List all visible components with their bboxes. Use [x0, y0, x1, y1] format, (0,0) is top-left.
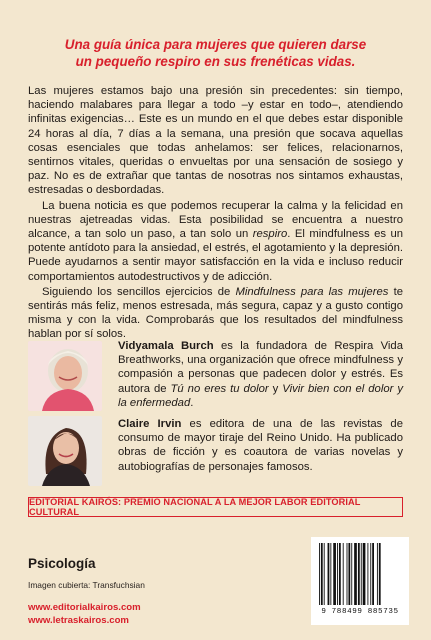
tagline-line-2: un pequeño respiro en sus frenéticas vidas.: [75, 54, 356, 69]
book-title-2: Vivir bien con el dolor y la enfermedad: [118, 382, 403, 409]
paragraph-2-emphasis: respiro: [252, 228, 288, 241]
book-title-mention: Mindfulness para las mujeres: [235, 285, 389, 298]
paragraph-3-text-b: te sentirás más feliz, menos estresada, más segura, capaz y a gusto contigo misma y con la vida. Comprobarás que los resultados del mindfulness hablan por sí solos.: [28, 285, 403, 341]
cover-image-credit: Imagen cubierta: Transfuchsian: [28, 580, 145, 590]
blurb-paragraph-3: [28, 285, 403, 342]
author-bio-text-c: .: [190, 396, 194, 409]
author-photo-vidyamala: [28, 341, 102, 411]
author-bio-text-a: es la fundadora de Respira Vida Breathworks, una organización que ofrece mindfulness y compasión a personas que padecen dolor y estrés. Es autora de: [118, 340, 403, 395]
author-bio-text: es editora de una de las revistas de consumo de mayor tiraje del Reino Unido. Ha publicado obras de ficción y es coautora de varias novelas y autobiografías de personajes famosos.: [118, 418, 403, 473]
author-bio-vidyamala: [118, 339, 403, 410]
blurb: [28, 84, 403, 343]
paragraph-2-text-a: La buena noticia es que podemos recuperar la calma y la felicidad en nuestras ajetreadas vidas. Esta posibilidad se encuentra a nuestro alcance, a tan solo un paso, a tan solo un: [28, 199, 403, 241]
barcode-bars: [319, 543, 403, 605]
website-link-letras[interactable]: www.letraskairos.com: [28, 615, 129, 626]
author-bio-claire: [118, 417, 403, 474]
paragraph-2-text-b: . El mindfulness es un potente antídoto para la ansiedad, el estrés, el agotamiento y la depresión. Puede ayudarnos a sentir mayor satisfacción en la vida e incluso reducir comportamientos autodestructivos y de adicción.: [28, 228, 404, 283]
category-label: Psicología: [28, 556, 96, 571]
blurb-paragraph-1: Las mujeres estamos bajo una presión sin precedentes: sin tiempo, haciendo malabares para llegar a todo –y estar en todo–, atendiendo infinitas exigencias… Este es un mundo en el que debes estar disponible 24 horas al día, 7 días a la semana, una presión que socava aquellas cosas esenciales que todas anhelamos: ser felices, relacionarnos, sentirnos vitales, queridas o envueltas por una sensación de sosiego y paz. No es de extrañar que tantas de nosotras nos sintamos exhaustas, estresadas o desbordadas.: [28, 85, 403, 197]
paragraph-3-text-a: Siguiendo los sencillos ejercicios de: [42, 285, 236, 298]
blurb-paragraph-2: [28, 199, 403, 284]
author-vidyamala-burch: [0, 339, 431, 419]
award-banner: EDITORIAL KAIRÓS: PREMIO NACIONAL A LA MEJOR LABOR EDITORIAL CULTURAL: [28, 497, 403, 517]
author-name: Vidyamala Burch: [118, 340, 214, 352]
author-claire-irvin: [0, 416, 431, 496]
book-title-1: Tú no eres tu dolor: [170, 382, 269, 395]
tagline-line-1: Una guía única para mujeres que quieren darse: [64, 37, 367, 52]
isbn-barcode: [311, 537, 409, 625]
isbn-number: 9 788499 885735: [321, 608, 399, 616]
author-photo-claire: [28, 416, 102, 486]
author-name: Claire Irvin: [118, 418, 182, 430]
website-link-editorial[interactable]: www.editorialkairos.com: [28, 602, 141, 613]
author-bio-text-b: y: [268, 382, 283, 395]
tagline: [40, 36, 391, 70]
